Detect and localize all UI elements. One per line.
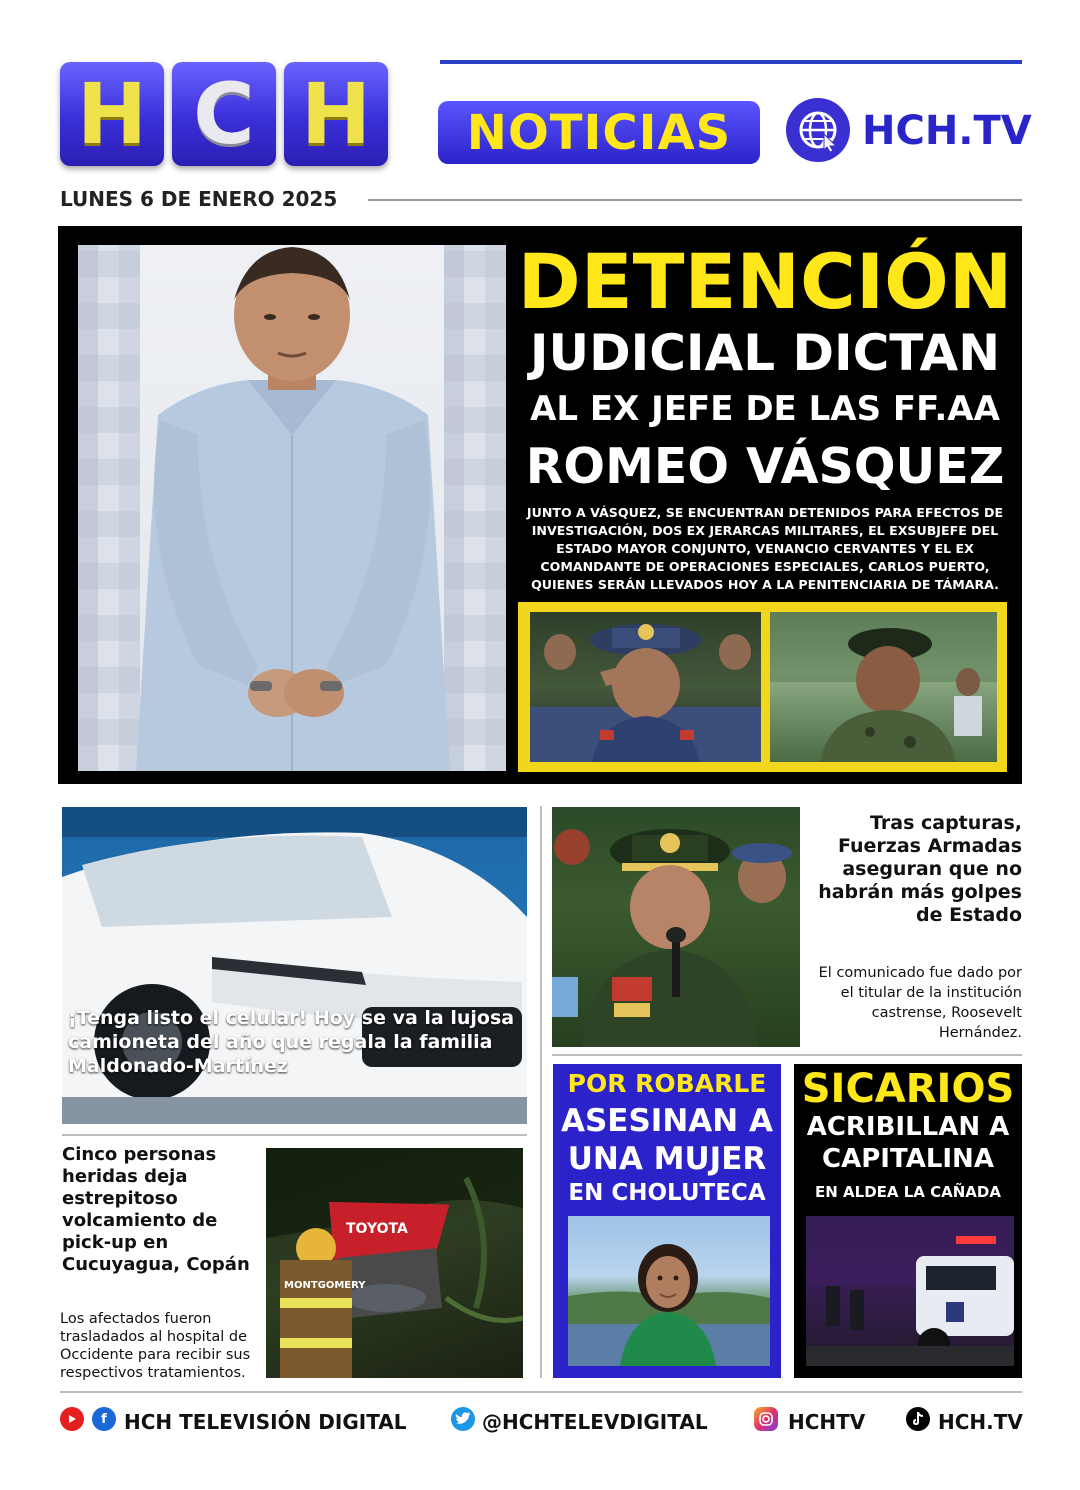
sicarios-story-photo[interactable] xyxy=(806,1216,1014,1366)
pickup-story-body: Los afectados fueron trasladados al hospital de Occidente para recibir sus respectivos tratamientos. xyxy=(60,1311,251,1381)
sicarios-headline[interactable]: SICARIOS xyxy=(801,1066,1015,1112)
officer-beret-photo[interactable] xyxy=(770,612,997,762)
logo-letter: C xyxy=(193,65,255,163)
site-link[interactable]: HCH.TV xyxy=(862,108,1032,154)
footer-instagram-handle[interactable]: HCHTV xyxy=(788,1410,866,1434)
detained-man-illustration xyxy=(78,245,506,771)
choluteca-story-photo[interactable] xyxy=(568,1216,770,1366)
car-story-caption[interactable]: ¡Tenga listo el celular! Hoy se va la lujosa camioneta del año que regala la familia Maldonado-Martínez xyxy=(68,1007,515,1077)
footer-twitter-handle[interactable]: @HCHTELEVDIGITAL xyxy=(482,1410,708,1434)
main-story-photo[interactable] xyxy=(78,245,506,771)
truck-brand-text: TOYOTA xyxy=(346,1221,408,1237)
logo-tile-c xyxy=(172,62,276,166)
sicarios-line-3: CAPITALINA xyxy=(822,1144,994,1174)
main-headline-line-3: AL EX JEFE DE LAS FF.AA xyxy=(530,389,1000,429)
vest-text: MONTGOMERY xyxy=(284,1280,366,1291)
instagram-icon[interactable] xyxy=(754,1407,778,1431)
sicarios-headline-lines[interactable] xyxy=(794,1111,1022,1175)
army-story-headline[interactable]: Tras capturas, Fuerzas Armadas aseguran que no habrán más golpes de Estado xyxy=(818,812,1022,926)
police-truck-illustration xyxy=(806,1216,1014,1366)
date-rule xyxy=(368,199,1022,201)
choluteca-line-3: UNA MUJER xyxy=(567,1141,767,1177)
sicarios-headline-line-4[interactable]: EN ALDEA LA CAÑADA xyxy=(815,1183,1001,1201)
main-story-subphotos xyxy=(518,602,1007,772)
general-speaking-illustration xyxy=(552,807,800,1047)
logo-letter: H xyxy=(300,65,372,163)
army-story-body: El comunicado fue dado por el titular de la institución castrense, Roosevelt Hernández. xyxy=(818,965,1022,1041)
sicarios-line-2: ACRIBILLAN A xyxy=(806,1112,1010,1142)
footer-facebook-youtube-handle[interactable]: HCH TELEVISIÓN DIGITAL xyxy=(124,1410,407,1434)
logo-tile-h2 xyxy=(284,62,388,166)
footer-tiktok-handle[interactable]: HCH.TV xyxy=(938,1410,1023,1434)
globe-icon[interactable] xyxy=(786,98,850,162)
main-headline: DETENCIÓN xyxy=(517,237,1013,326)
pickup-story-headline[interactable]: Cinco personas heridas deja estrepitoso volcamiento de pick-up en Cucuyagua, Copán xyxy=(62,1144,250,1275)
main-summary: JUNTO A VÁSQUEZ, SE ENCUENTRAN DETENIDOS PARA EFECTOS DE INVESTIGACIÓN, DOS EX JERARCAS MILITARES, EL EXSUBJEFE DEL ESTADO MAYOR CONJUNTO, VENANCIO CERVANTES Y EL EX COMANDANTE DE OPERACIONES ESPECIALES, CARLOS PUERTO, QUIENES SERÁN LLEVADOS HOY A LA PENITENCIARIA DE TÁMARA. xyxy=(526,505,1004,592)
logo-tile-h1 xyxy=(60,62,164,166)
main-headline-line-2: JUDICIAL DICTAN xyxy=(529,324,1001,382)
youtube-icon[interactable] xyxy=(60,1407,84,1431)
choluteca-line-2: ASESINAN A xyxy=(560,1103,774,1139)
column-divider xyxy=(540,806,542,1378)
top-rule xyxy=(440,60,1022,64)
dateline: LUNES 6 DE ENERO 2025 xyxy=(60,187,338,211)
section-divider xyxy=(62,1134,527,1136)
twitter-icon[interactable] xyxy=(451,1407,475,1431)
saluting-officer-photo[interactable] xyxy=(530,612,761,762)
section-label: NOTICIAS xyxy=(438,101,760,164)
choluteca-headline-line-4[interactable]: EN CHOLUTECA xyxy=(568,1180,766,1206)
footer-rule xyxy=(60,1391,1022,1393)
logo-letter: H xyxy=(76,65,148,163)
army-story-photo[interactable] xyxy=(552,807,800,1047)
section-divider xyxy=(552,1054,1022,1056)
overturned-truck-illustration xyxy=(266,1148,523,1378)
pickup-story-photo[interactable] xyxy=(266,1148,523,1378)
tiktok-icon[interactable] xyxy=(906,1407,930,1431)
main-headline-line-4: ROMEO VÁSQUEZ xyxy=(525,438,1005,495)
choluteca-headline-line-2[interactable] xyxy=(553,1102,781,1178)
choluteca-headline-line-1[interactable]: POR ROBARLE xyxy=(567,1069,767,1098)
facebook-icon[interactable]: f xyxy=(92,1407,116,1431)
woman-portrait-illustration xyxy=(568,1216,770,1366)
